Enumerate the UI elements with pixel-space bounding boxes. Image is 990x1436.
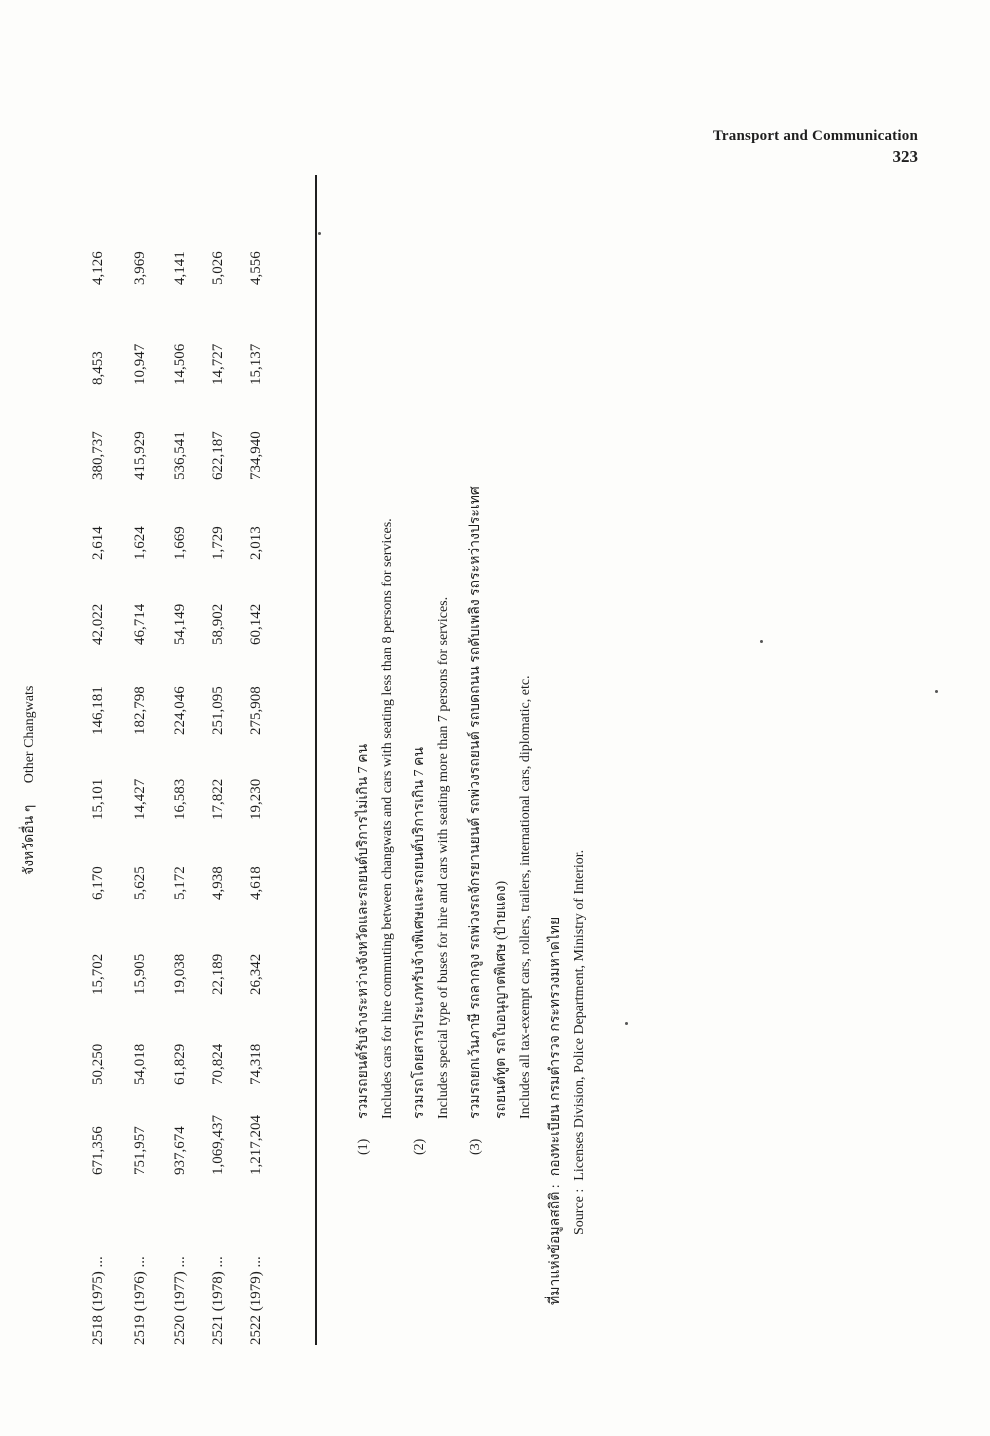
source-thai: ที่มาแห่งข้อมูลสถิติ :กองทะเบียน กรมตำรวจ กระทรวงมหาดไทย xyxy=(548,916,563,1305)
table-cell: 74,318 xyxy=(248,1043,264,1085)
table-cell: 4,618 xyxy=(248,866,264,900)
table-cell: 22,189 xyxy=(210,953,226,995)
table-cell: 2,614 xyxy=(90,526,106,560)
table-cell: 182,798 xyxy=(132,686,148,735)
scan-speck xyxy=(935,690,938,693)
footnote-3-thai-line2: รถยนต์ทูต รถใบอนุญาตพิเศษ (ป้ายแดง) xyxy=(494,880,509,1119)
table-cell: 14,727 xyxy=(210,343,226,385)
row-year: 2519 (1976) ... xyxy=(132,1256,148,1345)
group-heading-english: Other Changwats xyxy=(22,685,37,784)
table-cell: 3,969 xyxy=(132,251,148,285)
footnote-3-english: Includes all tax-exempt cars, rollers, trailers, international cars, diplomatic, etc. xyxy=(518,675,533,1119)
footnote-1-thai: (1)รวมรถยนต์รับจ้างระหว่างจังหวัดและรถยนต์บริการไม่เกิน 7 คน xyxy=(356,743,371,1155)
table-cell: 5,625 xyxy=(132,866,148,900)
table-cell: 15,702 xyxy=(90,953,106,995)
table-cell: 70,824 xyxy=(210,1043,226,1085)
table-cell: 15,137 xyxy=(248,343,264,385)
section-title: Transport and Communication xyxy=(712,128,918,144)
table-cell: 14,506 xyxy=(172,343,188,385)
table-cell: 42,022 xyxy=(90,603,106,645)
table-cell: 415,929 xyxy=(132,431,148,480)
table-cell: 16,583 xyxy=(172,778,188,820)
table-cell: 937,674 xyxy=(172,1126,188,1175)
scan-speck xyxy=(318,232,321,235)
table-cell: 146,181 xyxy=(90,686,106,735)
table-cell: 380,737 xyxy=(90,431,106,480)
table-cell: 4,141 xyxy=(172,251,188,285)
table-cell: 5,172 xyxy=(172,866,188,900)
group-heading-thai: จังหวัดอื่น ๆ xyxy=(22,804,37,875)
table-cell: 536,541 xyxy=(172,431,188,480)
table-cell: 5,026 xyxy=(210,251,226,285)
table-cell: 15,101 xyxy=(90,778,106,820)
table-cell: 46,714 xyxy=(132,603,148,645)
row-year: 2520 (1977) ... xyxy=(172,1256,188,1345)
table-cell: 61,829 xyxy=(172,1043,188,1085)
footnote-2-english: Includes special type of buses for hire and cars with seating more than 7 persons for services. xyxy=(436,596,451,1119)
table-cell: 19,038 xyxy=(172,953,188,995)
row-year: 2518 (1975) ... xyxy=(90,1256,106,1345)
table-cell: 26,342 xyxy=(248,953,264,995)
table-cell: 1,669 xyxy=(172,526,188,560)
table-cell: 2,013 xyxy=(248,526,264,560)
scan-speck xyxy=(760,640,763,643)
table-cell: 19,230 xyxy=(248,778,264,820)
table-cell: 6,170 xyxy=(90,866,106,900)
table-cell: 275,908 xyxy=(248,686,264,735)
footnote-2-thai: (2)รวมรถโดยสารประเภทรับจ้างพิเศษและรถยนต์บริการเกิน 7 คน xyxy=(412,747,427,1155)
page-header xyxy=(713,128,918,167)
footnote-1-english: Includes cars for hire commuting between changwats and cars with seating less than 8 persons for services. xyxy=(380,518,395,1119)
source-english: Source :Licenses Division, Police Department, Ministry of Interior. xyxy=(572,849,587,1235)
table-cell: 1,624 xyxy=(132,526,148,560)
row-year: 2521 (1978) ... xyxy=(210,1256,226,1345)
table-cell: 4,938 xyxy=(210,866,226,900)
table-cell: 4,126 xyxy=(90,251,106,285)
scan-speck xyxy=(625,1022,628,1025)
table-cell: 60,142 xyxy=(248,603,264,645)
table-cell: 751,957 xyxy=(132,1126,148,1175)
row-year: 2522 (1979) ... xyxy=(248,1256,264,1345)
table-cell: 1,729 xyxy=(210,526,226,560)
table-cell: 14,427 xyxy=(132,778,148,820)
table-cell: 54,018 xyxy=(132,1043,148,1085)
table-cell: 4,556 xyxy=(248,251,264,285)
table-cell: 224,046 xyxy=(172,686,188,735)
table-cell: 671,356 xyxy=(90,1126,106,1175)
group-heading xyxy=(18,686,40,875)
rotated-table-block xyxy=(22,165,630,1345)
table-cell: 50,250 xyxy=(90,1043,106,1085)
table-cell: 734,940 xyxy=(248,431,264,480)
table-cell: 251,095 xyxy=(210,686,226,735)
footnote-3-thai: (3)รวมรถยกเว้นภาษี รถลากจูง รถพ่วงรถจักรยานยนต์ รถพ่วงรถยนต์ รถบดถนน รถดับเพลิง รถระหว่างประเทศ xyxy=(468,486,483,1155)
table-cell: 17,822 xyxy=(210,778,226,820)
table-cell: 10,947 xyxy=(132,343,148,385)
table-bottom-rule xyxy=(315,175,317,1345)
page-number: 323 xyxy=(892,147,918,166)
table-cell: 15,905 xyxy=(132,953,148,995)
table-cell: 58,902 xyxy=(210,603,226,645)
table-cell: 1,069,437 xyxy=(210,1115,226,1175)
table-cell: 8,453 xyxy=(90,351,106,385)
table-cell: 622,187 xyxy=(210,431,226,480)
table-cell: 54,149 xyxy=(172,603,188,645)
table-cell: 1,217,204 xyxy=(248,1115,264,1175)
